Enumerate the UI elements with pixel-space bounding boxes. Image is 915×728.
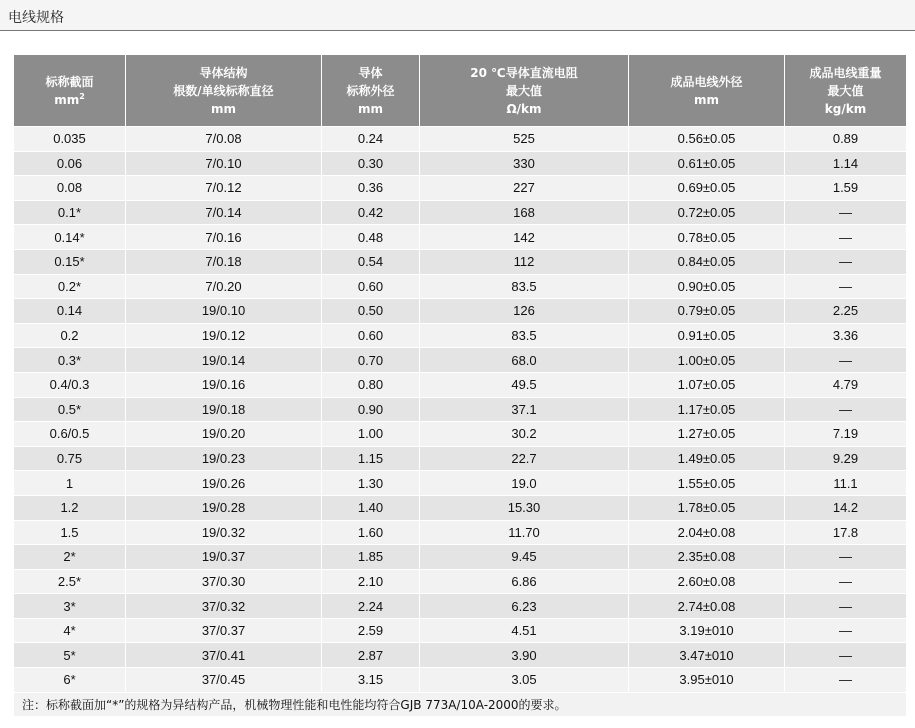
table-cell: 83.5 [420, 274, 629, 299]
table-cell: 2.25 [785, 299, 907, 324]
table-row [14, 200, 907, 225]
table-cell: 0.50 [322, 299, 420, 324]
table-cell: 2.59 [322, 618, 420, 643]
table-cell: 0.08 [14, 176, 126, 201]
table-cell: 37/0.32 [126, 594, 322, 619]
table-cell: 5* [14, 643, 126, 668]
table-cell: 0.3* [14, 348, 126, 373]
table-cell: 0.78±0.05 [629, 225, 785, 250]
table-cell: 0.70 [322, 348, 420, 373]
table-cell: 0.6/0.5 [14, 422, 126, 447]
table-cell: 0.84±0.05 [629, 249, 785, 274]
table-cell: — [785, 397, 907, 422]
table-cell: — [785, 225, 907, 250]
table-cell: 0.035 [14, 127, 126, 152]
table-cell: 1.17±0.05 [629, 397, 785, 422]
table-cell: 17.8 [785, 520, 907, 545]
table-cell: 0.1* [14, 200, 126, 225]
table-cell: 0.2* [14, 274, 126, 299]
table-cell: 83.5 [420, 323, 629, 348]
table-cell: 3.90 [420, 643, 629, 668]
table-cell: 2.04±0.08 [629, 520, 785, 545]
note-row [14, 692, 907, 717]
table-cell: 9.29 [785, 446, 907, 471]
table-cell: 1.59 [785, 176, 907, 201]
table-cell: 142 [420, 225, 629, 250]
table-cell: 37.1 [420, 397, 629, 422]
table-row [14, 397, 907, 422]
table-cell: 19/0.37 [126, 545, 322, 570]
table-row [14, 668, 907, 693]
table-cell: 3.95±010 [629, 668, 785, 693]
table-cell: 11.70 [420, 520, 629, 545]
table-cell: 4* [14, 618, 126, 643]
table-cell: 0.14* [14, 225, 126, 250]
table-row [14, 422, 907, 447]
table-cell: 112 [420, 249, 629, 274]
table-row [14, 446, 907, 471]
table-cell: 19/0.23 [126, 446, 322, 471]
table-cell: 22.7 [420, 446, 629, 471]
table-cell: 19/0.26 [126, 471, 322, 496]
table-row [14, 323, 907, 348]
table-cell: 4.79 [785, 372, 907, 397]
table-cell: 1.00±0.05 [629, 348, 785, 373]
table-cell: 1.30 [322, 471, 420, 496]
table-cell: 19/0.32 [126, 520, 322, 545]
table-cell: 0.36 [322, 176, 420, 201]
table-cell: 0.56±0.05 [629, 127, 785, 152]
table-cell: 0.90±0.05 [629, 274, 785, 299]
table-cell: 30.2 [420, 422, 629, 447]
table-cell: 37/0.30 [126, 569, 322, 594]
table-cell: 3.05 [420, 668, 629, 693]
table-cell: 37/0.45 [126, 668, 322, 693]
table-cell: 0.80 [322, 372, 420, 397]
table-cell: 11.1 [785, 471, 907, 496]
table-cell: 37/0.37 [126, 618, 322, 643]
table-cell: 2* [14, 545, 126, 570]
table-cell: 1.78±0.05 [629, 495, 785, 520]
table-cell: — [785, 545, 907, 570]
table-cell: 0.60 [322, 323, 420, 348]
table-cell: 19/0.28 [126, 495, 322, 520]
table-cell: 14.2 [785, 495, 907, 520]
table-cell: — [785, 594, 907, 619]
table-cell: 0.79±0.05 [629, 299, 785, 324]
col-header-wire-outer-diameter: 成品电线外径 mm [629, 55, 785, 127]
table-cell: 3.36 [785, 323, 907, 348]
section-title: 电线规格 [8, 10, 64, 26]
table-cell: 4.51 [420, 618, 629, 643]
table-cell: — [785, 668, 907, 693]
wire-spec-table [13, 54, 907, 717]
table-cell: 6* [14, 668, 126, 693]
table-row [14, 545, 907, 570]
table-cell: 19/0.20 [126, 422, 322, 447]
table-cell: 0.90 [322, 397, 420, 422]
table-cell: — [785, 274, 907, 299]
table-cell: 7/0.16 [126, 225, 322, 250]
table-cell: 0.42 [322, 200, 420, 225]
table-cell: 2.35±0.08 [629, 545, 785, 570]
table-cell: 9.45 [420, 545, 629, 570]
table-cell: 1.85 [322, 545, 420, 570]
table-row [14, 471, 907, 496]
table-cell: 2.24 [322, 594, 420, 619]
table-cell: 19/0.18 [126, 397, 322, 422]
table-row [14, 151, 907, 176]
table-cell: 49.5 [420, 372, 629, 397]
table-cell: 0.89 [785, 127, 907, 152]
table-row [14, 225, 907, 250]
col-header-wire-weight: 成品电线重量 最大值 kg/km [785, 55, 907, 127]
table-cell: 0.24 [322, 127, 420, 152]
table-cell: 3.47±010 [629, 643, 785, 668]
table-cell: 2.10 [322, 569, 420, 594]
table-cell: 3* [14, 594, 126, 619]
table-row [14, 299, 907, 324]
table-cell: 3.15 [322, 668, 420, 693]
table-cell: 1.00 [322, 422, 420, 447]
table-cell: 2.5* [14, 569, 126, 594]
table-cell: — [785, 618, 907, 643]
table-cell: 19.0 [420, 471, 629, 496]
table-cell: 0.30 [322, 151, 420, 176]
table-cell: 0.4/0.3 [14, 372, 126, 397]
table-cell: 7/0.08 [126, 127, 322, 152]
table-cell: — [785, 348, 907, 373]
table-cell: 1.5 [14, 520, 126, 545]
table-row [14, 249, 907, 274]
table-cell: 6.23 [420, 594, 629, 619]
table-cell: 19/0.10 [126, 299, 322, 324]
table-cell: 1 [14, 471, 126, 496]
col-header-dc-resistance: 20 ℃导体直流电阻 最大值 Ω/km [420, 55, 629, 127]
table-row [14, 372, 907, 397]
table-cell: 7/0.10 [126, 151, 322, 176]
table-cell: 330 [420, 151, 629, 176]
table-row [14, 495, 907, 520]
table-row [14, 594, 907, 619]
table-cell: 0.75 [14, 446, 126, 471]
table-cell: 7/0.20 [126, 274, 322, 299]
table-cell: 2.60±0.08 [629, 569, 785, 594]
col-header-cross-section: 标称截面 $mm^2$ [14, 55, 126, 127]
table-cell: 0.5* [14, 397, 126, 422]
table-cell: 7/0.14 [126, 200, 322, 225]
table-cell: 1.40 [322, 495, 420, 520]
table-cell: 0.60 [322, 274, 420, 299]
table-cell: — [785, 249, 907, 274]
table-cell: 1.14 [785, 151, 907, 176]
table-cell: 227 [420, 176, 629, 201]
table-header-row [14, 55, 907, 127]
table-row [14, 520, 907, 545]
table-row [14, 569, 907, 594]
table-cell: 0.48 [322, 225, 420, 250]
table-cell: 0.54 [322, 249, 420, 274]
table-cell: 0.2 [14, 323, 126, 348]
table-cell: 0.14 [14, 299, 126, 324]
table-row [14, 643, 907, 668]
table-cell: 2.74±0.08 [629, 594, 785, 619]
table-cell: 0.61±0.05 [629, 151, 785, 176]
table-cell: 0.72±0.05 [629, 200, 785, 225]
table-cell: — [785, 569, 907, 594]
col-header-conductor-structure: 导体结构 根数/单线标称直径 mm [126, 55, 322, 127]
table-cell: 1.07±0.05 [629, 372, 785, 397]
table-cell: 7.19 [785, 422, 907, 447]
table-cell: 37/0.41 [126, 643, 322, 668]
table-cell: 1.49±0.05 [629, 446, 785, 471]
table-cell: 1.27±0.05 [629, 422, 785, 447]
table-cell: 0.06 [14, 151, 126, 176]
table-cell: 3.19±010 [629, 618, 785, 643]
table-cell: 0.15* [14, 249, 126, 274]
table-cell: 0.91±0.05 [629, 323, 785, 348]
table-cell: 1.15 [322, 446, 420, 471]
table-cell: 68.0 [420, 348, 629, 373]
table-cell: 1.60 [322, 520, 420, 545]
table-row [14, 348, 907, 373]
table-cell: 1.2 [14, 495, 126, 520]
table-row [14, 618, 907, 643]
table-cell: 0.69±0.05 [629, 176, 785, 201]
table-cell: 19/0.16 [126, 372, 322, 397]
table-cell: 168 [420, 200, 629, 225]
table-row [14, 127, 907, 152]
table-cell: 19/0.14 [126, 348, 322, 373]
section-header [0, 0, 915, 31]
table-cell: 7/0.12 [126, 176, 322, 201]
table-cell: 1.55±0.05 [629, 471, 785, 496]
table-cell: 6.86 [420, 569, 629, 594]
table-note: 注：标称截面加“*”的规格为异结构产品，机械物理性能和电性能均符合GJB 773A/10A-2000的要求。 [14, 692, 907, 717]
table-cell: 2.87 [322, 643, 420, 668]
table-cell: 7/0.18 [126, 249, 322, 274]
table-row [14, 274, 907, 299]
table-cell: 525 [420, 127, 629, 152]
table-cell: 126 [420, 299, 629, 324]
table-cell: — [785, 200, 907, 225]
table-cell: — [785, 643, 907, 668]
table-cell: 19/0.12 [126, 323, 322, 348]
table-cell: 15.30 [420, 495, 629, 520]
col-header-conductor-diameter: 导体 标称外径 mm [322, 55, 420, 127]
table-row [14, 176, 907, 201]
